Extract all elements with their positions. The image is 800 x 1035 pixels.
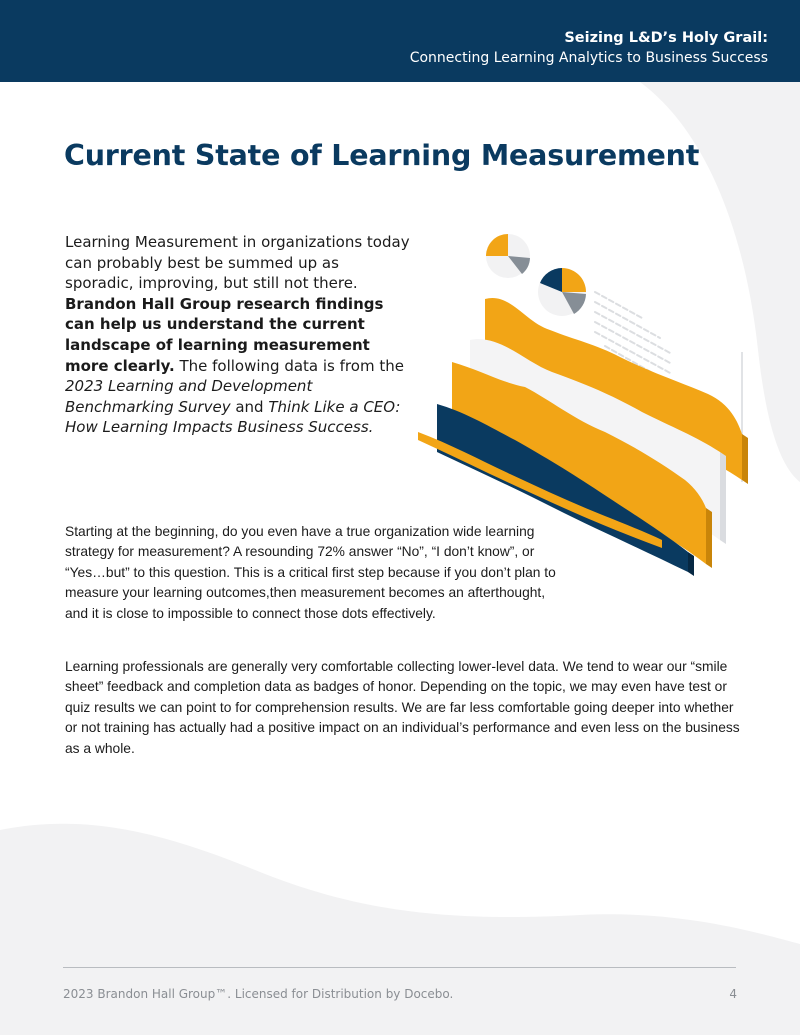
background-blob-bottom (0, 824, 800, 1035)
page-title: Current State of Learning Measurement (64, 139, 700, 172)
intro-source-1: 2023 Learning and Development Benchmarking Survey (65, 377, 313, 416)
header-subtitle: Connecting Learning Analytics to Business Success (409, 50, 768, 66)
pie-chart-left (486, 234, 530, 278)
intro-text-3: and (230, 397, 269, 416)
body-paragraph-2: Learning professionals are generally very comfortable collecting lower-level data. We tend to wear our “smile sheet” feedback and completion data as badges of honor. Depending on the topic, we may even have test or quiz results we can point to for comprehension results. We are far less comfortable going deeper into whether or not training has actually had a positive impact on an individual’s performance and even less on the business as a whole. (65, 659, 740, 756)
page-number: 4 (729, 987, 737, 1001)
intro-text-2: The following data is from the (174, 356, 404, 375)
header-title: Seizing L&D’s Holy Grail: (564, 30, 768, 46)
footer-divider (63, 967, 736, 968)
intro-source-2: Think Like a CEO: How Learning Impacts Business Success. (65, 397, 401, 437)
page-header (0, 0, 800, 82)
footer-copyright: 2023 Brandon Hall Group™. Licensed for Distribution by Docebo. (63, 987, 454, 1001)
intro-highlight: Brandon Hall Group research findings can help us understand the current landscape of learning measurement more clearly. (65, 294, 384, 375)
body-paragraph-1: Starting at the beginning, do you even have a true organization wide learning strategy for measurement? A resounding 72% answer “No”, “I don’t know”, or “Yes…but” to this question. This is a critical first step because if you don’t plan to measure your learning outcomes,then measurement becomes an afterthought, and it is close to impossible to connect those dots effectively. (65, 524, 556, 621)
intro-text-1: Learning Measurement in organizations today can probably best be summed up as sporadic, improving, but still not there. (65, 233, 410, 293)
intro-paragraph (65, 232, 410, 438)
pie-chart-right (538, 268, 586, 316)
